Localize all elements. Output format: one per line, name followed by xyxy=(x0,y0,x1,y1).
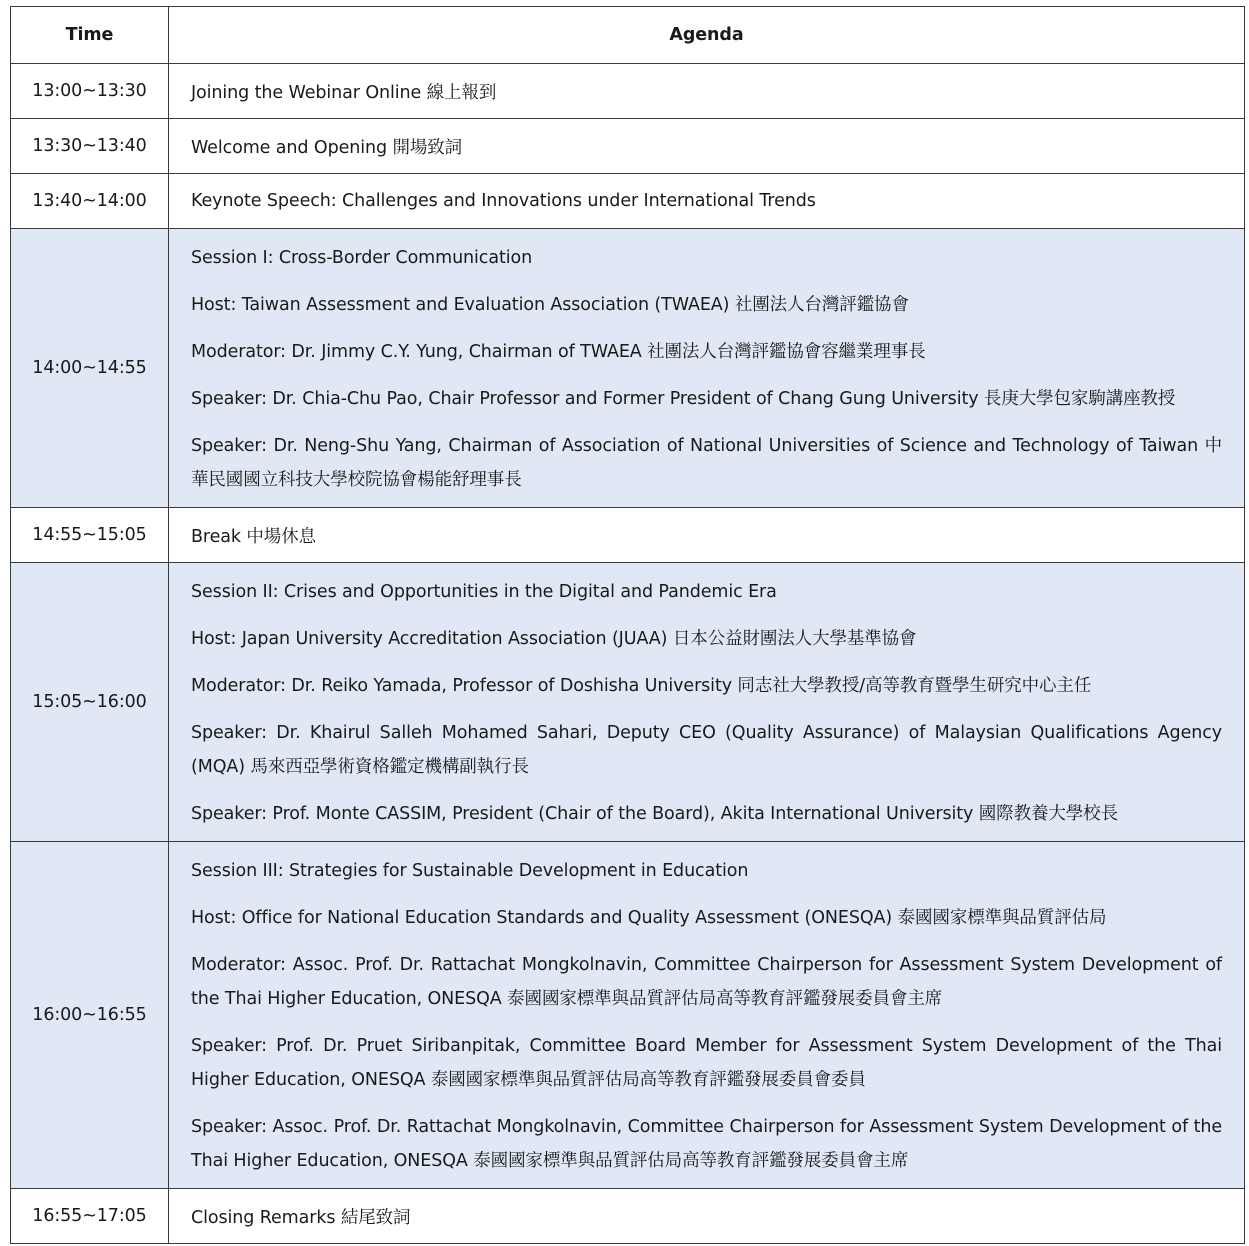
time-header: Time xyxy=(11,7,169,64)
table-row xyxy=(11,119,1245,174)
agenda-item: Welcome and Opening 開場致詞 xyxy=(169,119,1245,174)
agenda-item: Break 中場休息 xyxy=(169,508,1245,563)
session-row xyxy=(11,563,1245,842)
session-speaker: Speaker: Dr. Chia-Chu Pao, Chair Professor and Former President of Chang Gung University 長庚大學包家駒講座教授 xyxy=(191,389,1176,409)
time-cell: 16:00~16:55 xyxy=(11,842,169,1189)
session-speaker: Speaker: Dr. Neng-Shu Yang, Chairman of Association of National Universities of Science and Technology of Taiwan 中華民國國立科技大學校院協會楊能舒理事長 xyxy=(191,436,1222,490)
session-moderator: Moderator: Assoc. Prof. Dr. Rattachat Mongkolnavin, Committee Chairperson for Assessment System Development of the Thai Higher Education, ONESQA 泰國國家標準與品質評估局高等教育評鑑發展委員會主席 xyxy=(191,955,1222,1009)
session-speaker: Speaker: Dr. Khairul Salleh Mohamed Sahari, Deputy CEO (Quality Assurance) of Malaysian Qualifications Agency (MQA) 馬來西亞學術資格鑑定機構副執行長 xyxy=(191,723,1222,777)
session-host: Host: Office for National Education Standards and Quality Assessment (ONESQA) 泰國國家標準與品質評估局 xyxy=(191,908,1107,928)
table-row xyxy=(11,174,1245,229)
table-row xyxy=(11,64,1245,119)
session-host: Host: Japan University Accreditation Association (JUAA) 日本公益財團法人大學基準協會 xyxy=(191,629,917,649)
session-row xyxy=(11,842,1245,1189)
session-title: Session III: Strategies for Sustainable Development in Education xyxy=(191,861,749,881)
session-speaker: Speaker: Prof. Dr. Pruet Siribanpitak, Committee Board Member for Assessment System Development of the Thai Higher Education, ONESQA 泰國國家標準與品質評估局高等教育評鑑發展委員會委員 xyxy=(191,1036,1222,1090)
session-moderator: Moderator: Dr. Reiko Yamada, Professor of Doshisha University 同志社大學教授/高等教育暨學生研究中心主任 xyxy=(191,676,1092,696)
session-row xyxy=(11,229,1245,508)
session-title: Session II: Crises and Opportunities in the Digital and Pandemic Era xyxy=(191,582,777,602)
header-row xyxy=(11,7,1245,64)
agenda-item: Joining the Webinar Online 線上報到 xyxy=(169,64,1245,119)
time-cell: 13:30~13:40 xyxy=(11,119,169,174)
session-moderator: Moderator: Dr. Jimmy C.Y. Yung, Chairman of TWAEA 社團法人台灣評鑑協會容繼業理事長 xyxy=(191,342,926,362)
time-cell: 14:55~15:05 xyxy=(11,508,169,563)
agenda-item: Closing Remarks 結尾致詞 xyxy=(169,1189,1245,1244)
session-host: Host: Taiwan Assessment and Evaluation Association (TWAEA) 社團法人台灣評鑑協會 xyxy=(191,295,909,315)
time-cell: 16:55~17:05 xyxy=(11,1189,169,1244)
session-cell xyxy=(169,563,1245,842)
session-cell xyxy=(169,229,1245,508)
agenda-table xyxy=(10,6,1245,1244)
agenda-item: Keynote Speech: Challenges and Innovations under International Trends xyxy=(169,174,1245,229)
session-speaker: Speaker: Prof. Monte CASSIM, President (Chair of the Board), Akita International University 國際教養大學校長 xyxy=(191,804,1118,824)
table-row xyxy=(11,1189,1245,1244)
time-cell: 15:05~16:00 xyxy=(11,563,169,842)
session-title: Session I: Cross-Border Communication xyxy=(191,248,533,268)
agenda-header: Agenda xyxy=(169,7,1245,64)
session-cell xyxy=(169,842,1245,1189)
session-speaker: Speaker: Assoc. Prof. Dr. Rattachat Mongkolnavin, Committee Chairperson for Assessment System Development of the Thai Higher Education, ONESQA 泰國國家標準與品質評估局高等教育評鑑發展委員會主席 xyxy=(191,1117,1222,1171)
table-row xyxy=(11,508,1245,563)
time-cell: 13:00~13:30 xyxy=(11,64,169,119)
time-cell: 14:00~14:55 xyxy=(11,229,169,508)
time-cell: 13:40~14:00 xyxy=(11,174,169,229)
